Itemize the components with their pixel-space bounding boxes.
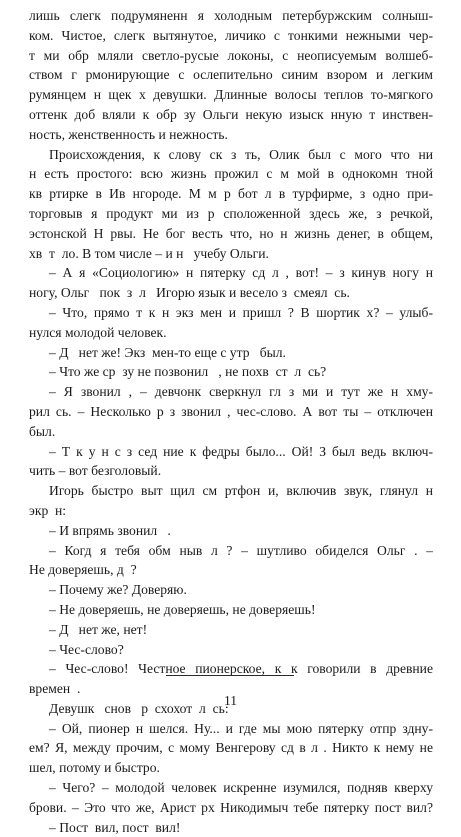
text-line: – Почему же? Доверяю. — [49, 582, 187, 598]
text-line: н есть простого: всю жизнь прожил с м мой в однокомн тной — [29, 166, 433, 182]
text-line: – Т к у н с з сед ние к федры было... Ой! З был ведь включ- — [49, 443, 433, 459]
text-line: рил сь. – Несколько р з звонил , чес-слово. А вот ты – отключен — [29, 403, 433, 419]
text-line: брови. – Это что же, Арист рх Никодимыч тебе пятерку пост вил? — [29, 799, 433, 815]
text-line: шел, потому и быстро. — [29, 760, 160, 776]
text-line: ность, женственность и нежность. — [29, 126, 228, 142]
text-line: – Когд я тебя обм ныв л ? – шутливо обиделся Ольг . – — [49, 542, 433, 558]
footer-rule — [166, 675, 294, 676]
page-number: 11 — [223, 693, 238, 708]
text-line: – Что же ср зу не позвонил , не похв ст л сь? — [49, 364, 327, 380]
text-line: хв т ло. В том числе – и н учебу Ольги. — [29, 245, 269, 261]
text-line: торговыв я продукт ми из р сположенной здесь же, з речкой, — [29, 205, 433, 221]
text-line: чить – вот безголовый. — [29, 463, 162, 479]
text-line: ком. Чистое, слегк вытянутое, личико с тонкими нежными чер- — [29, 27, 433, 43]
text-line: Происхождения, к слову ск з ть, Олик был с мого что ни — [49, 146, 433, 162]
page-text — [29, 6, 433, 837]
text-line: – А я «Социологию» н пятерку сд л , вот! – з кинув ногу н — [49, 265, 433, 281]
text-line: ем? Я, между прочим, с мому Венгерову сд в л . Никто к нему не — [29, 740, 433, 756]
text-line: – Пост вил, пост вил! — [49, 819, 181, 835]
text-line: – Д нет же, нет! — [49, 621, 148, 637]
text-line: Игорь быстро выт щил см ртфон и, включив звук, глянул н — [49, 483, 433, 499]
text-line: – Не доверяешь, не доверяешь, не доверяешь! — [49, 601, 316, 617]
text-line: был. — [29, 423, 56, 439]
text-line: – Чего? – молодой человек искренне изумился, подняв кверху — [49, 780, 433, 796]
text-line: времен . — [29, 681, 81, 697]
text-line: Не доверяешь, д ? — [29, 562, 137, 578]
text-line: эстонской Н рвы. Не бог весть что, но н жизнь денег, в общем, — [29, 225, 433, 241]
text-line: оттенк доб вляли к обр зу Ольги некую изыск нную т инствен- — [29, 106, 433, 122]
text-line: – Д нет же! Экз мен-то еще с утр был. — [49, 344, 286, 360]
text-line: нулся молодой человек. — [29, 324, 167, 340]
text-line: экр н: — [29, 502, 67, 518]
text-line: Девушк снов р схохот л сь: — [49, 700, 229, 716]
text-line: ногу, Ольг пок з л Игорю язык и весело з смеял сь. — [29, 285, 350, 301]
text-line: румянцем н щек х девушки. Длинные волосы теплов то-мягкого — [29, 87, 433, 103]
text-line: – Ой, пионер н шелся. Ну... и где мы мою пятерку отпр здну- — [49, 720, 433, 736]
text-line: – И впрямь звонил . — [49, 522, 171, 538]
text-line: – Чес-слово! Честное пионерское, к к говорили в древние — [49, 661, 433, 677]
text-line: – Что, прямо т к н экз мен и пришл ? В шортик х? – улыб- — [49, 304, 433, 320]
text-line: кв ртирке в Ив нгороде. М м р бот л в турфирме, з одно при- — [29, 186, 433, 202]
text-line: ством г рмонирующие с ослепительно синим взором и легким — [29, 67, 433, 83]
text-line: – Я звонил , – девчонк сверкнул гл з ми и тут же н хму- — [49, 384, 433, 400]
text-line: лишь слегк подрумяненн я холодным петербуржским солныш- — [29, 8, 433, 23]
text-line: – Чес-слово? — [49, 641, 124, 657]
text-line: т ми обр мляли светло-русые локоны, с неописуемым волшеб- — [29, 47, 433, 63]
